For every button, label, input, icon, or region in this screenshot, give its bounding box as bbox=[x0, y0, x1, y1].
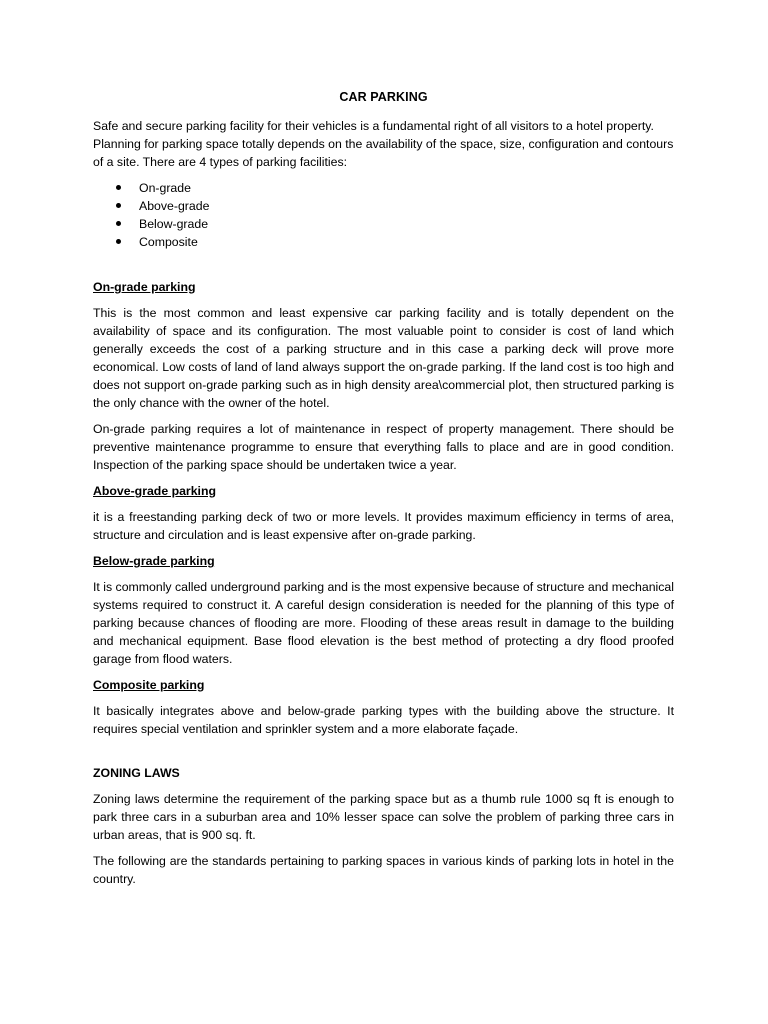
list-item: Above-grade bbox=[116, 197, 674, 215]
above-grade-paragraph: it is a freestanding parking deck of two or more levels. It provides maximum efficiency in terms of area, structure and circulation and is least expensive after on-grade parking. bbox=[93, 510, 674, 542]
list-item: Composite bbox=[116, 233, 674, 251]
section-heading-above-grade: Above-grade parking bbox=[93, 484, 216, 498]
parking-types-list bbox=[93, 179, 674, 251]
zoning-paragraph-1: Zoning laws determine the requirement of the parking space but as a thumb rule 1000 sq ft is enough to park three cars in a suburban area and 10% lesser space can solve the problem of parking three cars in urban areas, that is 900 sq. ft. bbox=[93, 792, 674, 842]
on-grade-paragraph-1: This is the most common and least expensive car parking facility and is totally dependent on the availability of space and its configuration. The most valuable point to consider is cost of land which generally exceeds the cost of a parking structure and in this case a parking deck will prove more economical. Low costs of land of land always support the on-grade parking. If the land cost is too high and does not support on-grade parking such as in high density area\commercial plot, then structured parking is the only chance with the owner of the hotel. bbox=[93, 306, 674, 410]
below-grade-paragraph: It is commonly called underground parking and is the most expensive because of structure and mechanical systems required to construct it. A careful design consideration is needed for the planning of this type of parking because chances of flooding are more. Flooding of these areas result in damage to the building and mechanical equipment. Base flood elevation is the best method of protecting a dry flood proofed garage from flood waters. bbox=[93, 580, 675, 666]
list-item: Below-grade bbox=[116, 215, 674, 233]
on-grade-paragraph-2: On-grade parking requires a lot of maintenance in respect of property management. There should be preventive maintenance programme to ensure that everything falls to place and are in good condition. Inspection of the parking space should be undertaken twice a year. bbox=[93, 422, 674, 472]
zoning-paragraph-2: The following are the standards pertaining to parking spaces in various kinds of parking lots in hotel in the country. bbox=[93, 854, 674, 886]
section-heading-composite: Composite parking bbox=[93, 678, 205, 692]
section-heading-below-grade: Below-grade parking bbox=[93, 554, 215, 568]
composite-paragraph: It basically integrates above and below-grade parking types with the building above the structure. It requires special ventilation and sprinkler system and a more elaborate façade. bbox=[93, 704, 674, 736]
intro-paragraph: Safe and secure parking facility for their vehicles is a fundamental right of all visitors to a hotel property. Planning for parking space totally depends on the availability of the space, size, configuration and contours of a site. There are 4 types of parking facilities: bbox=[93, 119, 674, 169]
section-heading-on-grade: On-grade parking bbox=[93, 280, 196, 294]
zoning-laws-title: ZONING LAWS bbox=[93, 766, 180, 780]
document-title: CAR PARKING bbox=[339, 90, 428, 104]
list-item: On-grade bbox=[116, 179, 674, 197]
